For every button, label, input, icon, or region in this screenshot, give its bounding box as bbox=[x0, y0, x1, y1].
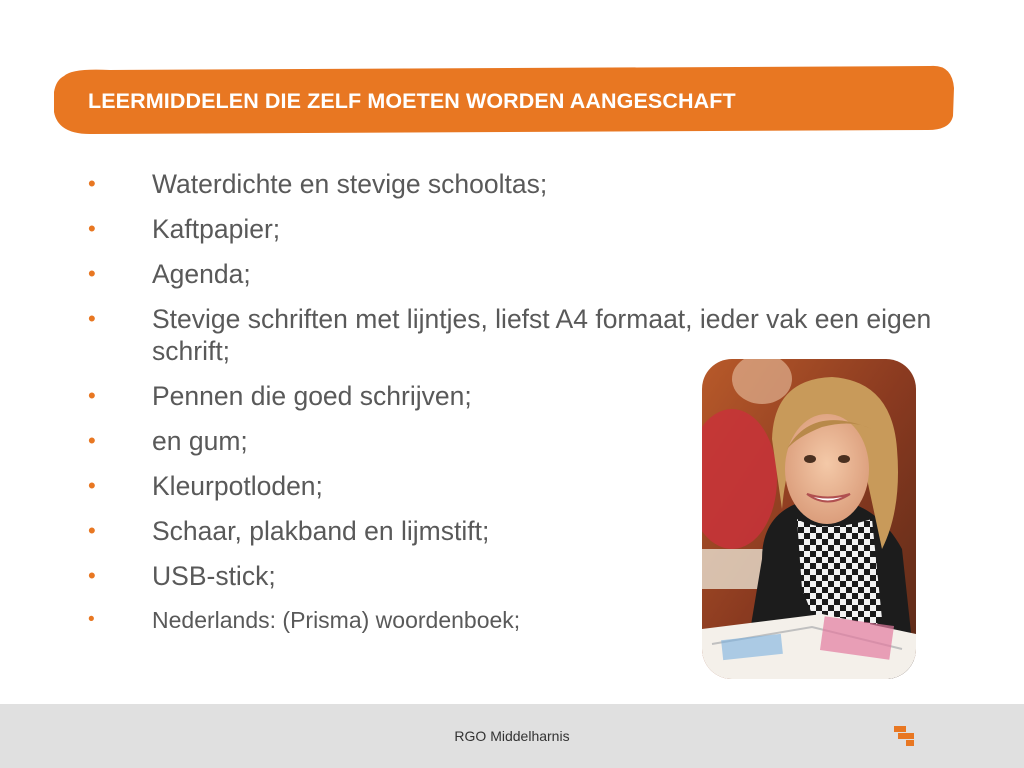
bullet-icon: • bbox=[88, 383, 96, 408]
list-item-text: Kleurpotloden; bbox=[152, 471, 323, 501]
list-item-text: Schaar, plakband en lijmstift; bbox=[152, 516, 490, 546]
student-photo bbox=[702, 359, 916, 679]
bullet-icon: • bbox=[88, 306, 96, 331]
bullet-icon: • bbox=[88, 216, 96, 241]
list-item-text: en gum; bbox=[152, 426, 248, 456]
list-item-text: USB-stick; bbox=[152, 561, 276, 591]
footer-text: RGO Middelharnis bbox=[454, 728, 570, 744]
list-item bbox=[88, 168, 948, 200]
bullet-icon: • bbox=[88, 609, 95, 630]
bullet-icon: • bbox=[88, 473, 96, 498]
rgo-logo-icon bbox=[894, 726, 916, 746]
list-item-text: Pennen die goed schrijven; bbox=[152, 381, 472, 411]
bullet-icon: • bbox=[88, 171, 96, 196]
page-title: LEERMIDDELEN DIE ZELF MOETEN WORDEN AANGESCHAFT bbox=[88, 89, 736, 113]
list-item-text: Nederlands: (Prisma) woordenboek; bbox=[152, 607, 521, 633]
bullet-icon: • bbox=[88, 261, 96, 286]
list-item-text: Kaftpapier; bbox=[152, 214, 281, 244]
list-item-text: Agenda; bbox=[152, 259, 251, 289]
footer bbox=[0, 704, 1024, 768]
list-item bbox=[88, 303, 948, 367]
title-banner bbox=[50, 62, 956, 134]
list-item-text: Waterdichte en stevige schooltas; bbox=[152, 169, 548, 199]
list-item bbox=[88, 258, 948, 290]
list-item-text: Stevige schriften met lijntjes, liefst A4 formaat, ieder vak een eigen schrift; bbox=[152, 304, 932, 366]
bullet-icon: • bbox=[88, 518, 96, 543]
bullet-icon: • bbox=[88, 428, 96, 453]
bullet-icon: • bbox=[88, 563, 96, 588]
list-item bbox=[88, 213, 948, 245]
